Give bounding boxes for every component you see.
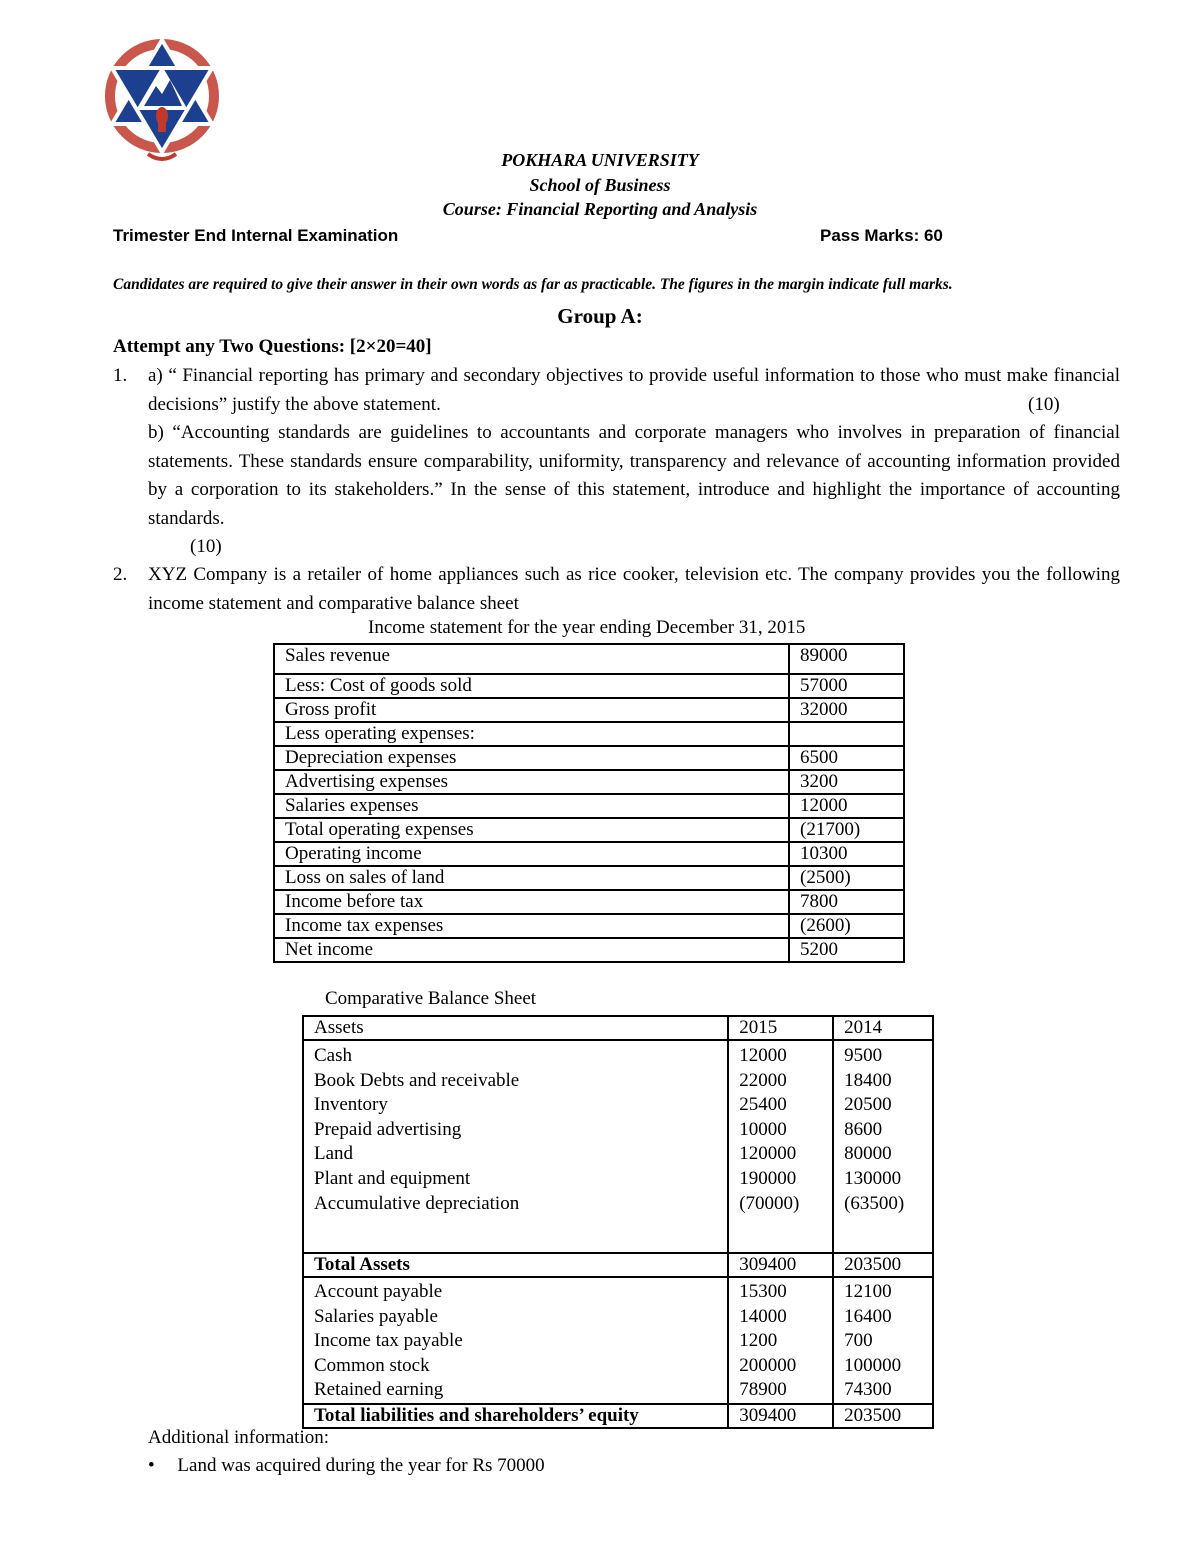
additional-info-title: Additional information: bbox=[148, 1427, 330, 1448]
liabilities-item: 14000 bbox=[739, 1305, 787, 1327]
income-row-value: (21700) bbox=[789, 818, 904, 842]
bs-header-2014: 2014 bbox=[833, 1016, 933, 1040]
income-row bbox=[274, 746, 904, 770]
liabilities-item: 74300 bbox=[844, 1379, 892, 1401]
liabilities-item: 100000 bbox=[844, 1354, 902, 1376]
university-name: POKHARA UNIVERSITY bbox=[501, 150, 699, 170]
income-row-value: 10300 bbox=[789, 842, 904, 866]
question-2-text: XYZ Company is a retailer of home appliances such as rice cooker, television etc. The company provides you the following income statement and comparative balance sheet bbox=[148, 564, 1120, 614]
assets-item: 12000 bbox=[739, 1045, 787, 1066]
income-row-label: Salaries expenses bbox=[274, 794, 789, 818]
group-title: Group A: bbox=[557, 304, 643, 328]
income-row-label: Loss on sales of land bbox=[274, 866, 789, 890]
liabilities-item: 16400 bbox=[844, 1305, 892, 1327]
question-1a-marks: (10) bbox=[1028, 393, 1060, 415]
income-row-label: Net income bbox=[274, 938, 789, 962]
balance-sheet-table bbox=[302, 1015, 934, 1429]
assets-item: Prepaid advertising bbox=[314, 1118, 462, 1140]
assets-item: 9500 bbox=[844, 1045, 883, 1066]
liabilities-2014 bbox=[833, 1277, 933, 1404]
attempt-instruction: Attempt any Two Questions: [2×20=40] bbox=[113, 336, 432, 357]
income-statement-table bbox=[273, 643, 905, 963]
liabilities-item: Account payable bbox=[314, 1281, 443, 1302]
school-name: School of Business bbox=[529, 175, 671, 195]
income-row bbox=[274, 866, 904, 890]
total-assets-label: Total Assets bbox=[303, 1253, 728, 1277]
total-assets-2014: 203500 bbox=[833, 1253, 933, 1277]
income-row-label: Less operating expenses: bbox=[274, 722, 789, 746]
liabilities-item: Common stock bbox=[314, 1354, 430, 1376]
income-row-label: Total operating expenses bbox=[274, 818, 789, 842]
question-1a-text: a) “ Financial reporting has primary and secondary objectives to provide useful information to those who must make financial decisions” justify the above statement. bbox=[148, 365, 1120, 415]
income-row-value: 3200 bbox=[789, 770, 904, 794]
assets-2015 bbox=[728, 1040, 833, 1253]
assets-item: Book Debts and receivable bbox=[314, 1069, 520, 1091]
income-row bbox=[274, 914, 904, 938]
exam-title: Trimester End Internal Examination bbox=[113, 226, 399, 245]
assets-item: 18400 bbox=[844, 1069, 892, 1091]
assets-item: Land bbox=[314, 1143, 354, 1165]
income-row bbox=[274, 890, 904, 914]
income-row-value: 32000 bbox=[789, 698, 904, 722]
income-row bbox=[274, 698, 904, 722]
bs-header-assets: Assets bbox=[303, 1016, 728, 1040]
assets-item: (70000) bbox=[739, 1192, 800, 1214]
additional-bullet bbox=[148, 1455, 545, 1477]
balance-sheet-header-row bbox=[303, 1016, 933, 1040]
total-liabilities-label: Total liabilities and shareholders’ equity bbox=[303, 1404, 728, 1428]
liabilities-item: 78900 bbox=[739, 1379, 787, 1401]
income-row-value bbox=[789, 722, 904, 746]
income-row bbox=[274, 842, 904, 866]
question-1b: b) “Accounting standards are guidelines to accountants and corporate managers who involves in preparation of financial statements. These standards ensure comparability, uniformity, transparency and relevance of accounting information provided by a corporation to its stakeholders.” In the sense of this statement, introduce and highlight the importance of accounting standards. bbox=[148, 422, 1120, 529]
income-row-value: 6500 bbox=[789, 746, 904, 770]
income-row bbox=[274, 722, 904, 746]
income-statement-caption: Income statement for the year ending December 31, 2015 bbox=[368, 617, 806, 638]
assets-item: 20500 bbox=[844, 1094, 892, 1116]
income-row bbox=[274, 674, 904, 698]
liabilities-item: 1200 bbox=[739, 1330, 778, 1352]
assets-item: Accumulative depreciation bbox=[314, 1192, 520, 1214]
income-row-label: Income before tax bbox=[274, 890, 789, 914]
total-liabilities-2014: 203500 bbox=[833, 1404, 933, 1428]
assets-item: 130000 bbox=[844, 1167, 902, 1189]
liabilities-item: 12100 bbox=[844, 1281, 892, 1302]
assets-item: 25400 bbox=[739, 1094, 787, 1116]
income-row bbox=[274, 794, 904, 818]
course-title: Course: Financial Reporting and Analysis bbox=[442, 199, 758, 219]
assets-item: Inventory bbox=[314, 1094, 388, 1116]
income-row-value: 12000 bbox=[789, 794, 904, 818]
income-row-label: Advertising expenses bbox=[274, 770, 789, 794]
instructions: Candidates are required to give their answer in their own words as far as practicable. The figures in the margin indicate full marks. bbox=[113, 276, 953, 293]
liabilities-item: Income tax payable bbox=[314, 1330, 463, 1352]
question-1a bbox=[148, 362, 1120, 419]
assets-item: 120000 bbox=[739, 1143, 797, 1165]
assets-item: 10000 bbox=[739, 1118, 787, 1140]
question-1b-marks: (10) bbox=[190, 536, 222, 557]
question-1-number: 1. bbox=[113, 365, 128, 386]
liabilities-2015 bbox=[728, 1277, 833, 1404]
income-row bbox=[274, 818, 904, 842]
assets-item: (63500) bbox=[844, 1192, 905, 1214]
income-row-value: 5200 bbox=[789, 938, 904, 962]
additional-bullet-text: Land was acquired during the year for Rs 70000 bbox=[177, 1455, 545, 1476]
assets-item: 80000 bbox=[844, 1143, 892, 1165]
liabilities-item: Retained earning bbox=[314, 1379, 444, 1401]
liabilities-labels bbox=[303, 1277, 728, 1404]
income-row bbox=[274, 644, 904, 674]
assets-item: Plant and equipment bbox=[314, 1167, 471, 1189]
assets-item: Cash bbox=[314, 1045, 352, 1066]
income-row-label: Sales revenue bbox=[274, 644, 789, 674]
income-row-label: Depreciation expenses bbox=[274, 746, 789, 770]
assets-block bbox=[303, 1040, 933, 1253]
income-row-value: (2600) bbox=[789, 914, 904, 938]
question-2-number: 2. bbox=[113, 564, 128, 585]
income-row-value: (2500) bbox=[789, 866, 904, 890]
liabilities-item: 200000 bbox=[739, 1354, 797, 1376]
income-row bbox=[274, 938, 904, 962]
balance-sheet-caption: Comparative Balance Sheet bbox=[325, 988, 537, 1009]
total-liabilities-2015: 309400 bbox=[728, 1404, 833, 1428]
liabilities-item: Salaries payable bbox=[314, 1305, 438, 1327]
bs-header-2015: 2015 bbox=[728, 1016, 833, 1040]
liabilities-block bbox=[303, 1277, 933, 1404]
liabilities-item: 700 bbox=[844, 1330, 873, 1352]
total-liabilities-row bbox=[303, 1404, 933, 1428]
assets-item: 8600 bbox=[844, 1118, 883, 1140]
income-row-label: Gross profit bbox=[274, 698, 789, 722]
total-assets-row bbox=[303, 1253, 933, 1277]
income-row-label: Income tax expenses bbox=[274, 914, 789, 938]
income-row-value: 57000 bbox=[789, 674, 904, 698]
assets-item: 190000 bbox=[739, 1167, 797, 1189]
total-assets-2015: 309400 bbox=[728, 1253, 833, 1277]
income-row bbox=[274, 770, 904, 794]
assets-item: 22000 bbox=[739, 1069, 787, 1091]
liabilities-item: 15300 bbox=[739, 1281, 787, 1302]
assets-2014 bbox=[833, 1040, 933, 1253]
income-row-label: Less: Cost of goods sold bbox=[274, 674, 789, 698]
assets-labels bbox=[303, 1040, 728, 1253]
pass-marks: Pass Marks: 60 bbox=[820, 226, 943, 245]
bullet-icon: • bbox=[148, 1455, 155, 1476]
income-row-value: 7800 bbox=[789, 890, 904, 914]
income-row-label: Operating income bbox=[274, 842, 789, 866]
income-row-value: 89000 bbox=[789, 644, 904, 674]
